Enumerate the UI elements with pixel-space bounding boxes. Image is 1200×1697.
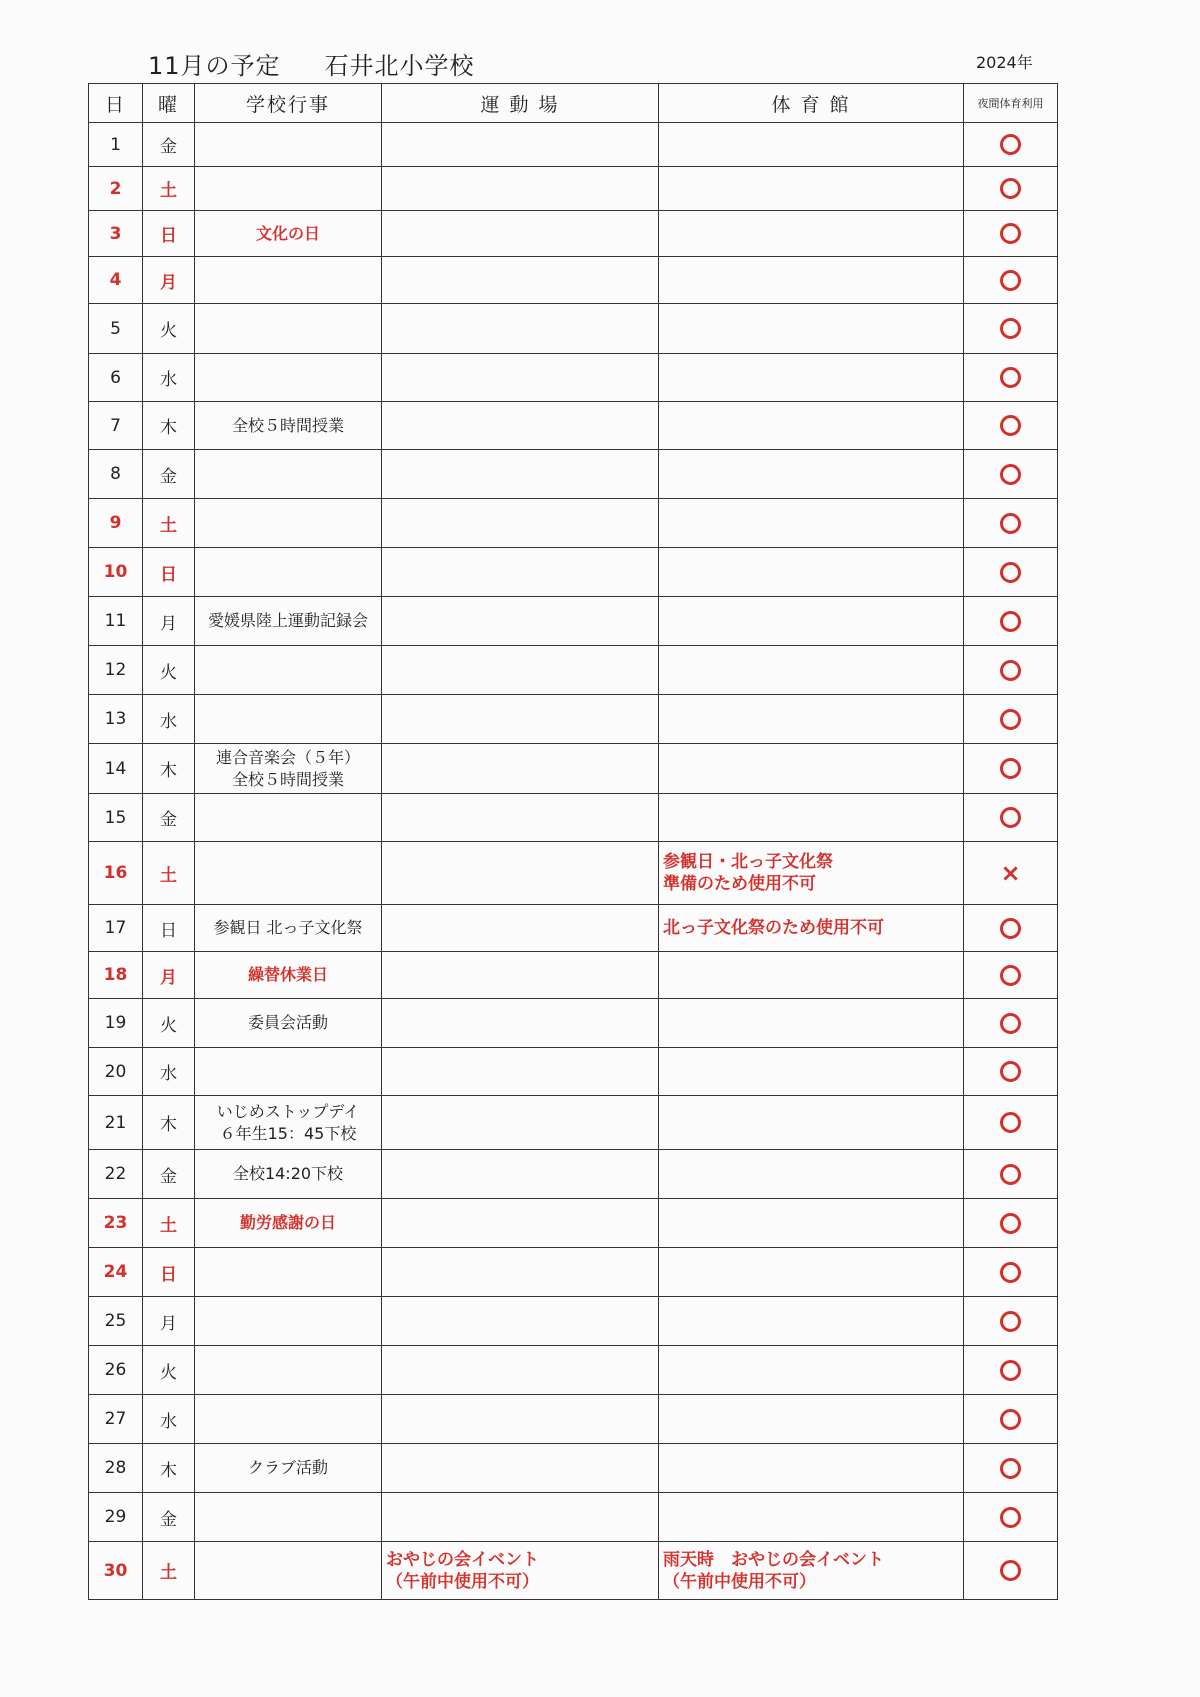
table-row xyxy=(89,646,1058,695)
table-row xyxy=(89,1199,1058,1248)
night-gym-cell xyxy=(964,123,1058,167)
ground-cell xyxy=(382,450,659,499)
ground-cell xyxy=(382,402,659,450)
table-row xyxy=(89,597,1058,646)
weekday-cell: 金 xyxy=(143,1493,195,1542)
day-cell: 26 xyxy=(89,1346,143,1395)
weekday-cell: 土 xyxy=(143,1542,195,1600)
table-row xyxy=(89,211,1058,257)
available-circle-icon xyxy=(1000,318,1021,339)
gym-cell xyxy=(659,744,964,794)
night-gym-cell xyxy=(964,257,1058,304)
ground-cell xyxy=(382,646,659,695)
col-header-gym: 体 育 館 xyxy=(659,84,964,123)
weekday-cell: 月 xyxy=(143,597,195,646)
school-event-cell: 全校５時間授業 xyxy=(195,402,382,450)
available-circle-icon xyxy=(1000,918,1021,939)
school-event-cell: 繰替休業日 xyxy=(195,952,382,999)
weekday-cell: 水 xyxy=(143,354,195,402)
available-circle-icon xyxy=(1000,1061,1021,1082)
table-row xyxy=(89,1346,1058,1395)
day-cell: 4 xyxy=(89,257,143,304)
day-cell: 19 xyxy=(89,999,143,1048)
school-event-cell xyxy=(195,1542,382,1600)
night-gym-cell xyxy=(964,1297,1058,1346)
title-month: 11月の予定 xyxy=(148,52,281,80)
school-event-cell xyxy=(195,1395,382,1444)
table-row xyxy=(89,744,1058,794)
table-row xyxy=(89,450,1058,499)
school-event-cell: 連合音楽会（５年） 全校５時間授業 xyxy=(195,744,382,794)
night-gym-cell xyxy=(964,744,1058,794)
table-row xyxy=(89,999,1058,1048)
night-gym-cell xyxy=(964,695,1058,744)
ground-cell xyxy=(382,905,659,952)
ground-cell xyxy=(382,1346,659,1395)
available-circle-icon xyxy=(1000,562,1021,583)
school-event-cell: 愛媛県陸上運動記録会 xyxy=(195,597,382,646)
weekday-cell: 木 xyxy=(143,1444,195,1493)
available-circle-icon xyxy=(1000,1458,1021,1479)
day-cell: 5 xyxy=(89,304,143,354)
ground-cell xyxy=(382,123,659,167)
ground-cell xyxy=(382,999,659,1048)
weekday-cell: 金 xyxy=(143,1150,195,1199)
school-event-cell xyxy=(195,842,382,905)
night-gym-cell xyxy=(964,402,1058,450)
table-row xyxy=(89,952,1058,999)
table-row xyxy=(89,695,1058,744)
night-gym-cell xyxy=(964,1248,1058,1297)
table-row xyxy=(89,905,1058,952)
ground-cell: おやじの会イベント （午前中使用不可） xyxy=(382,1542,659,1600)
gym-cell xyxy=(659,354,964,402)
table-row xyxy=(89,548,1058,597)
night-gym-cell xyxy=(964,1150,1058,1199)
gym-cell xyxy=(659,1096,964,1150)
available-circle-icon xyxy=(1000,1112,1021,1133)
day-cell: 27 xyxy=(89,1395,143,1444)
day-cell: 12 xyxy=(89,646,143,695)
table-row xyxy=(89,794,1058,842)
ground-cell xyxy=(382,842,659,905)
gym-cell xyxy=(659,402,964,450)
ground-cell xyxy=(382,597,659,646)
unavailable-x-icon: × xyxy=(1000,858,1021,887)
weekday-cell: 水 xyxy=(143,1395,195,1444)
weekday-cell: 水 xyxy=(143,1048,195,1096)
school-event-cell xyxy=(195,1248,382,1297)
weekday-cell: 木 xyxy=(143,744,195,794)
gym-cell xyxy=(659,794,964,842)
available-circle-icon xyxy=(1000,660,1021,681)
school-event-cell xyxy=(195,304,382,354)
weekday-cell: 金 xyxy=(143,123,195,167)
table-row xyxy=(89,1395,1058,1444)
ground-cell xyxy=(382,304,659,354)
day-cell: 11 xyxy=(89,597,143,646)
gym-cell xyxy=(659,211,964,257)
school-event-cell xyxy=(195,695,382,744)
day-cell: 30 xyxy=(89,1542,143,1600)
table-row xyxy=(89,123,1058,167)
weekday-cell: 日 xyxy=(143,1248,195,1297)
school-event-cell xyxy=(195,354,382,402)
night-gym-cell xyxy=(964,1199,1058,1248)
gym-cell xyxy=(659,597,964,646)
table-row xyxy=(89,842,1058,905)
ground-cell xyxy=(382,695,659,744)
table-row xyxy=(89,402,1058,450)
available-circle-icon xyxy=(1000,367,1021,388)
day-cell: 14 xyxy=(89,744,143,794)
school-event-cell xyxy=(195,1297,382,1346)
gym-cell xyxy=(659,548,964,597)
school-event-cell xyxy=(195,646,382,695)
table-row xyxy=(89,1444,1058,1493)
school-event-cell xyxy=(195,123,382,167)
weekday-cell: 月 xyxy=(143,257,195,304)
school-event-cell: 委員会活動 xyxy=(195,999,382,1048)
col-header-weekday: 曜 xyxy=(143,84,195,123)
day-cell: 10 xyxy=(89,548,143,597)
weekday-cell: 土 xyxy=(143,842,195,905)
table-row xyxy=(89,499,1058,548)
gym-cell xyxy=(659,450,964,499)
available-circle-icon xyxy=(1000,1507,1021,1528)
gym-cell: 北っ子文化祭のため使用不可 xyxy=(659,905,964,952)
weekday-cell: 金 xyxy=(143,794,195,842)
school-event-cell xyxy=(195,167,382,211)
weekday-cell: 火 xyxy=(143,1346,195,1395)
school-event-cell xyxy=(195,450,382,499)
schedule-table xyxy=(88,83,1058,1600)
available-circle-icon xyxy=(1000,807,1021,828)
table-row xyxy=(89,257,1058,304)
weekday-cell: 金 xyxy=(143,450,195,499)
ground-cell xyxy=(382,1395,659,1444)
available-circle-icon xyxy=(1000,1560,1021,1581)
ground-cell xyxy=(382,1199,659,1248)
available-circle-icon xyxy=(1000,1164,1021,1185)
available-circle-icon xyxy=(1000,1262,1021,1283)
table-row xyxy=(89,304,1058,354)
gym-cell xyxy=(659,1297,964,1346)
night-gym-cell xyxy=(964,1542,1058,1600)
day-cell: 8 xyxy=(89,450,143,499)
gym-cell xyxy=(659,1493,964,1542)
night-gym-cell xyxy=(964,211,1058,257)
school-event-cell: 勤労感謝の日 xyxy=(195,1199,382,1248)
ground-cell xyxy=(382,211,659,257)
col-header-ground: 運 動 場 xyxy=(382,84,659,123)
day-cell: 6 xyxy=(89,354,143,402)
night-gym-cell xyxy=(964,1096,1058,1150)
available-circle-icon xyxy=(1000,178,1021,199)
day-cell: 7 xyxy=(89,402,143,450)
available-circle-icon xyxy=(1000,611,1021,632)
day-cell: 16 xyxy=(89,842,143,905)
gym-cell xyxy=(659,1395,964,1444)
ground-cell xyxy=(382,744,659,794)
gym-cell xyxy=(659,257,964,304)
weekday-cell: 月 xyxy=(143,1297,195,1346)
night-gym-cell xyxy=(964,1493,1058,1542)
table-row xyxy=(89,1096,1058,1150)
gym-cell xyxy=(659,646,964,695)
gym-cell xyxy=(659,499,964,548)
school-name: 石井北小学校 xyxy=(324,52,475,80)
gym-cell xyxy=(659,695,964,744)
gym-cell xyxy=(659,167,964,211)
night-gym-cell xyxy=(964,1444,1058,1493)
ground-cell xyxy=(382,1444,659,1493)
table-row xyxy=(89,1493,1058,1542)
col-header-day: 日 xyxy=(89,84,143,123)
available-circle-icon xyxy=(1000,965,1021,986)
day-cell: 23 xyxy=(89,1199,143,1248)
weekday-cell: 土 xyxy=(143,167,195,211)
table-row xyxy=(89,1048,1058,1096)
weekday-cell: 水 xyxy=(143,695,195,744)
school-event-cell xyxy=(195,1493,382,1542)
school-event-cell xyxy=(195,794,382,842)
night-gym-cell xyxy=(964,1395,1058,1444)
day-cell: 2 xyxy=(89,167,143,211)
day-cell: 17 xyxy=(89,905,143,952)
table-row xyxy=(89,1150,1058,1199)
school-event-cell xyxy=(195,1048,382,1096)
weekday-cell: 土 xyxy=(143,1199,195,1248)
night-gym-cell xyxy=(964,794,1058,842)
available-circle-icon xyxy=(1000,709,1021,730)
col-header-night-gym: 夜間体育利用 xyxy=(964,84,1058,123)
ground-cell xyxy=(382,167,659,211)
header-row xyxy=(89,84,1058,123)
weekday-cell: 火 xyxy=(143,999,195,1048)
gym-cell xyxy=(659,1444,964,1493)
weekday-cell: 土 xyxy=(143,499,195,548)
night-gym-cell xyxy=(964,646,1058,695)
available-circle-icon xyxy=(1000,1360,1021,1381)
day-cell: 21 xyxy=(89,1096,143,1150)
school-event-cell xyxy=(195,548,382,597)
ground-cell xyxy=(382,1150,659,1199)
day-cell: 28 xyxy=(89,1444,143,1493)
table-row xyxy=(89,1248,1058,1297)
ground-cell xyxy=(382,952,659,999)
ground-cell xyxy=(382,1297,659,1346)
day-cell: 22 xyxy=(89,1150,143,1199)
available-circle-icon xyxy=(1000,1213,1021,1234)
weekday-cell: 日 xyxy=(143,905,195,952)
gym-cell xyxy=(659,304,964,354)
weekday-cell: 木 xyxy=(143,1096,195,1150)
gym-cell xyxy=(659,1150,964,1199)
school-event-cell xyxy=(195,499,382,548)
weekday-cell: 日 xyxy=(143,548,195,597)
ground-cell xyxy=(382,1493,659,1542)
gym-cell xyxy=(659,123,964,167)
available-circle-icon xyxy=(1000,1013,1021,1034)
available-circle-icon xyxy=(1000,464,1021,485)
table-row xyxy=(89,354,1058,402)
ground-cell xyxy=(382,1096,659,1150)
gym-cell xyxy=(659,1199,964,1248)
available-circle-icon xyxy=(1000,134,1021,155)
night-gym-cell xyxy=(964,597,1058,646)
available-circle-icon xyxy=(1000,513,1021,534)
ground-cell xyxy=(382,548,659,597)
available-circle-icon xyxy=(1000,223,1021,244)
ground-cell xyxy=(382,794,659,842)
ground-cell xyxy=(382,354,659,402)
available-circle-icon xyxy=(1000,1409,1021,1430)
gym-cell: 参観日・北っ子文化祭 準備のため使用不可 xyxy=(659,842,964,905)
night-gym-cell xyxy=(964,952,1058,999)
weekday-cell: 日 xyxy=(143,211,195,257)
weekday-cell: 木 xyxy=(143,402,195,450)
gym-cell xyxy=(659,999,964,1048)
weekday-cell: 火 xyxy=(143,304,195,354)
gym-cell: 雨天時 おやじの会イベント （午前中使用不可） xyxy=(659,1542,964,1600)
gym-cell xyxy=(659,1346,964,1395)
available-circle-icon xyxy=(1000,415,1021,436)
day-cell: 24 xyxy=(89,1248,143,1297)
day-cell: 29 xyxy=(89,1493,143,1542)
day-cell: 9 xyxy=(89,499,143,548)
night-gym-cell xyxy=(964,548,1058,597)
school-event-cell xyxy=(195,257,382,304)
night-gym-cell xyxy=(964,1346,1058,1395)
night-gym-cell xyxy=(964,304,1058,354)
school-event-cell: 参観日 北っ子文化祭 xyxy=(195,905,382,952)
night-gym-cell xyxy=(964,999,1058,1048)
available-circle-icon xyxy=(1000,758,1021,779)
gym-cell xyxy=(659,952,964,999)
page-title xyxy=(148,46,475,81)
night-gym-cell xyxy=(964,842,1058,905)
year-label: 2024年 xyxy=(976,53,1033,72)
school-event-cell: 全校14:20下校 xyxy=(195,1150,382,1199)
ground-cell xyxy=(382,1048,659,1096)
available-circle-icon xyxy=(1000,270,1021,291)
day-cell: 15 xyxy=(89,794,143,842)
night-gym-cell xyxy=(964,354,1058,402)
night-gym-cell xyxy=(964,450,1058,499)
table-row xyxy=(89,1542,1058,1600)
night-gym-cell xyxy=(964,1048,1058,1096)
gym-cell xyxy=(659,1048,964,1096)
day-cell: 25 xyxy=(89,1297,143,1346)
table-row xyxy=(89,1297,1058,1346)
ground-cell xyxy=(382,1248,659,1297)
weekday-cell: 火 xyxy=(143,646,195,695)
available-circle-icon xyxy=(1000,1311,1021,1332)
gym-cell xyxy=(659,1248,964,1297)
weekday-cell: 月 xyxy=(143,952,195,999)
col-header-school-event: 学校行事 xyxy=(195,84,382,123)
night-gym-cell xyxy=(964,905,1058,952)
day-cell: 20 xyxy=(89,1048,143,1096)
ground-cell xyxy=(382,257,659,304)
school-event-cell: クラブ活動 xyxy=(195,1444,382,1493)
day-cell: 3 xyxy=(89,211,143,257)
night-gym-cell xyxy=(964,499,1058,548)
day-cell: 13 xyxy=(89,695,143,744)
night-gym-cell xyxy=(964,167,1058,211)
ground-cell xyxy=(382,499,659,548)
school-event-cell xyxy=(195,1346,382,1395)
school-event-cell: 文化の日 xyxy=(195,211,382,257)
table-row xyxy=(89,167,1058,211)
day-cell: 1 xyxy=(89,123,143,167)
school-event-cell: いじめストップデイ ６年生15：45下校 xyxy=(195,1096,382,1150)
day-cell: 18 xyxy=(89,952,143,999)
